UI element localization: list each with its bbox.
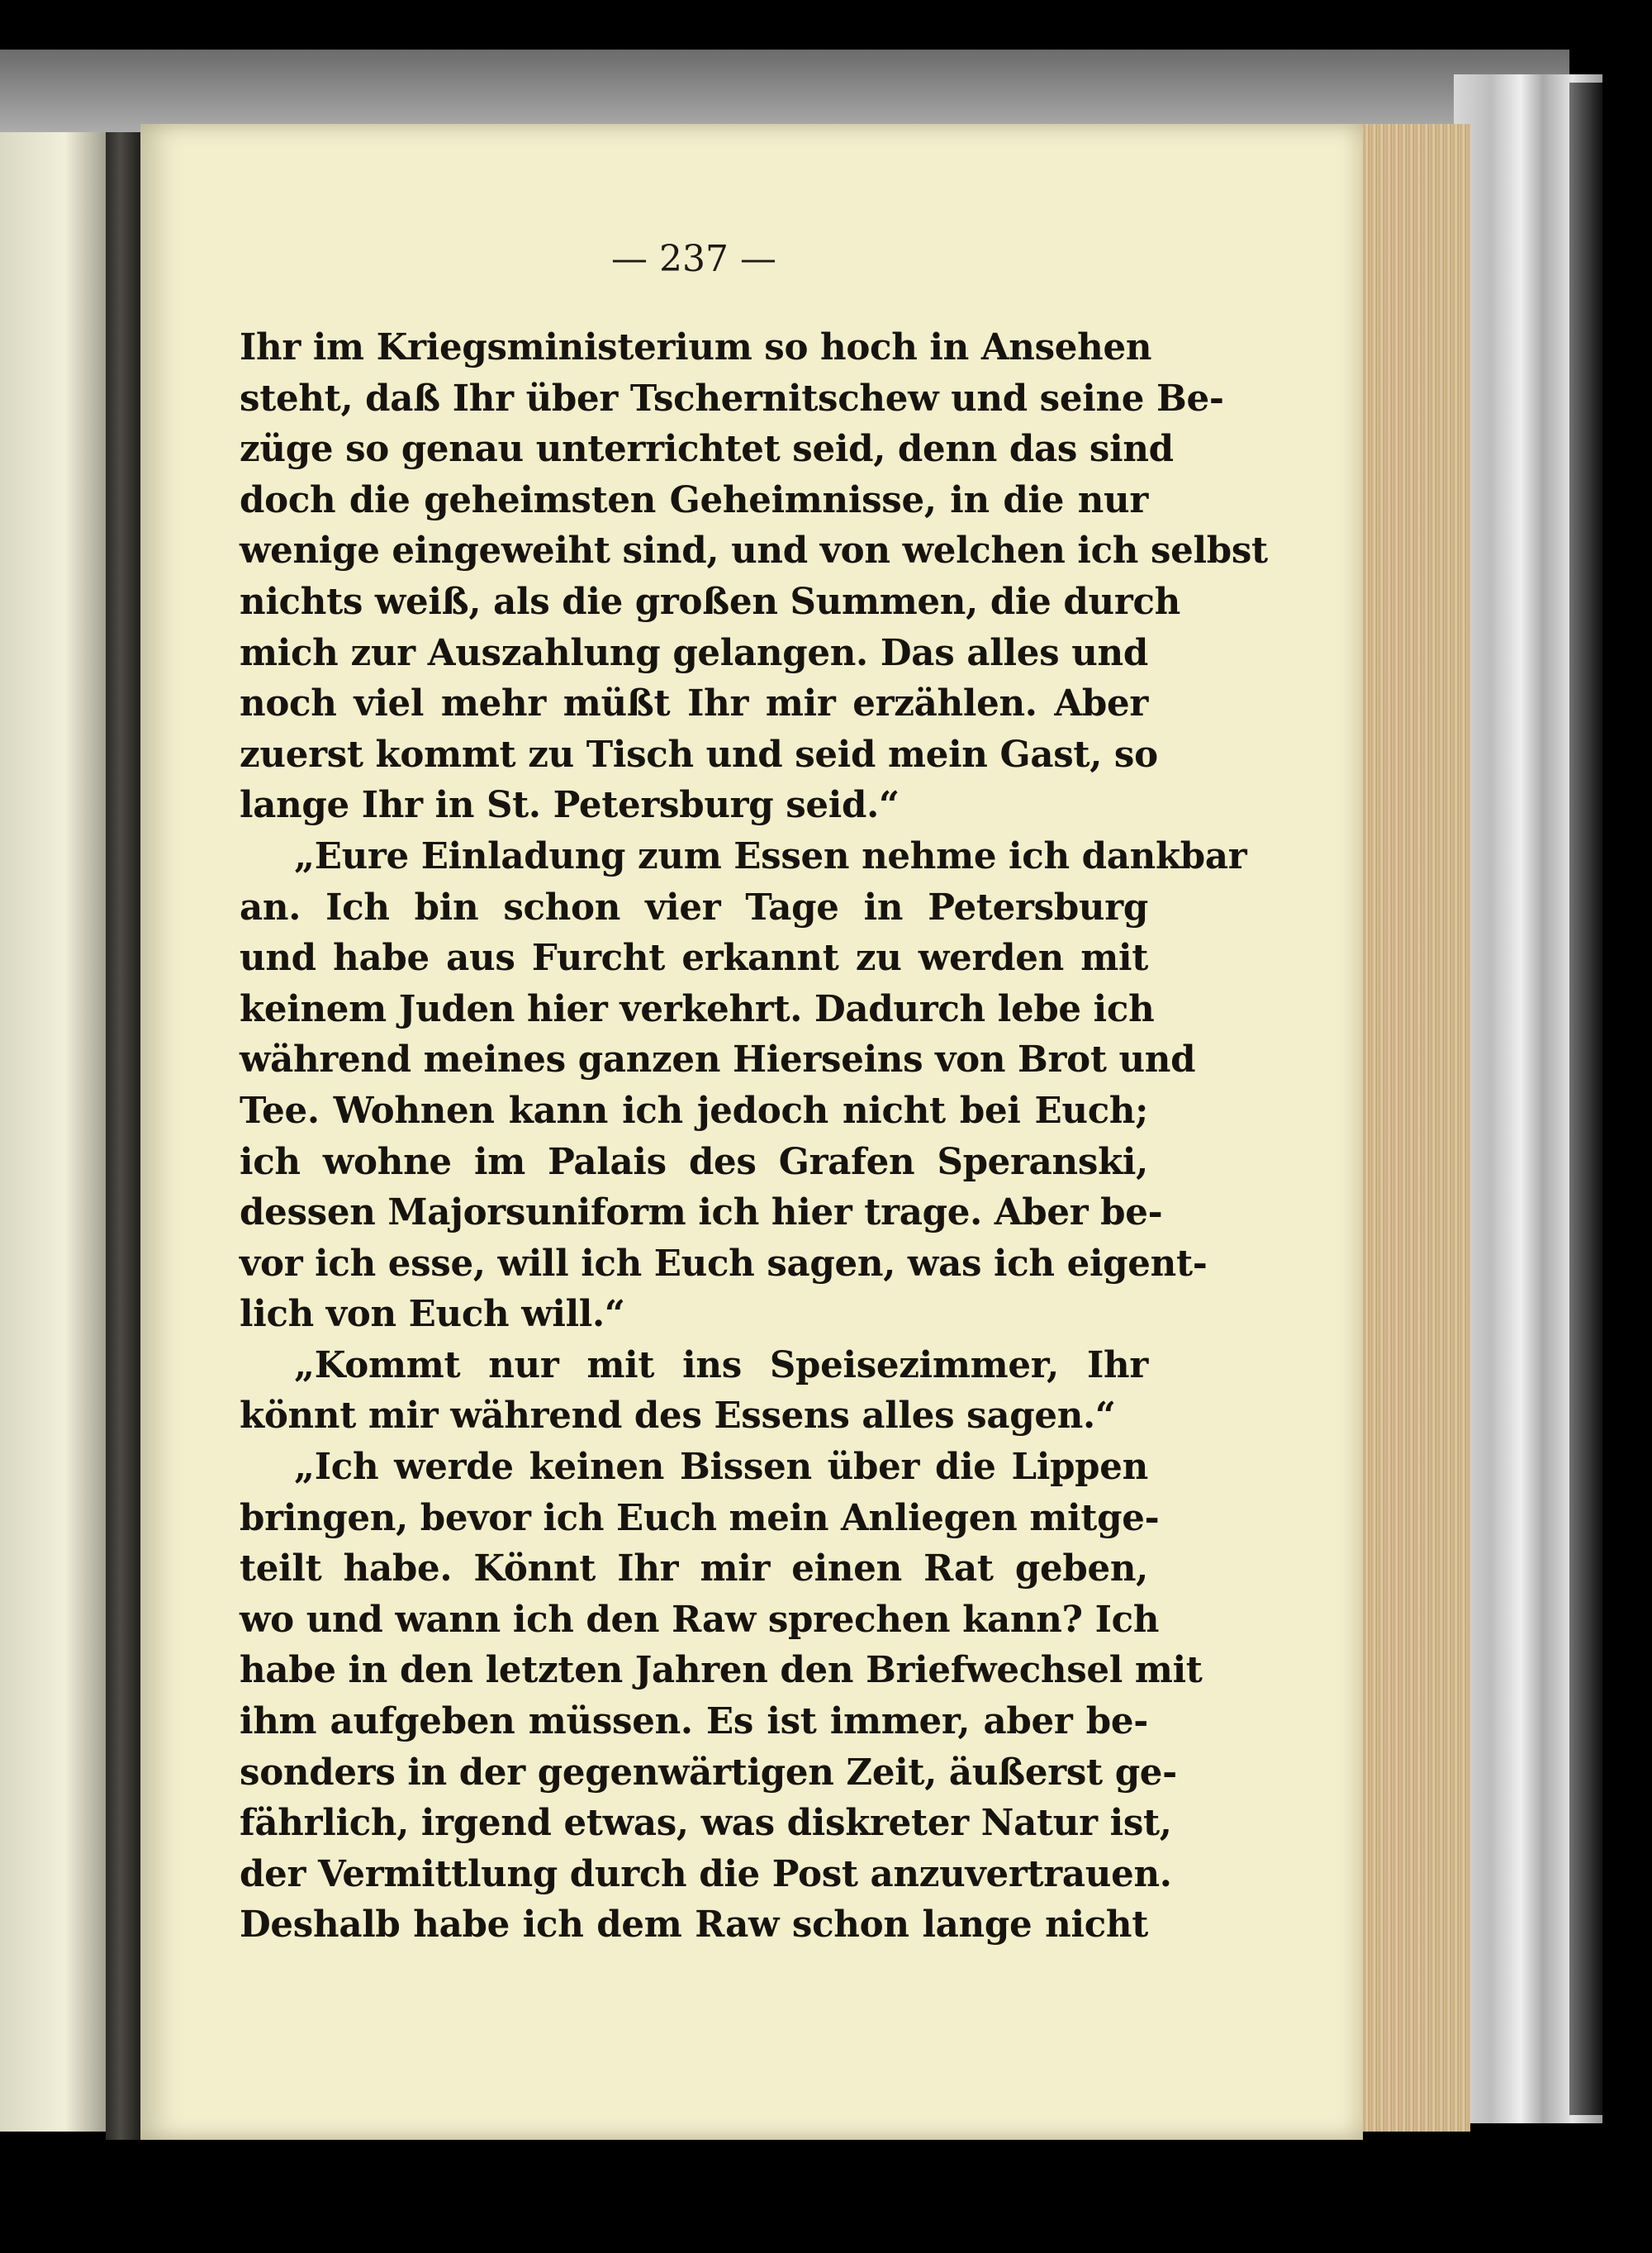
text-line: an. Ich bin schon vier Tage in Petersburg (240, 886, 1148, 929)
text-line: sonders in der gegenwärtigen Zeit, äußerst ge- (240, 1751, 1177, 1794)
page-number: — 237 — (611, 238, 776, 280)
text-line: zuerst kommt zu Tisch und seid mein Gast, so (240, 733, 1158, 776)
text-line: dessen Majorsuniform ich hier trage. Aber be- (240, 1191, 1163, 1234)
text-line: steht, daß Ihr über Tschernitschew und seine Be- (240, 377, 1224, 420)
text-line: habe in den letzten Jahren den Briefwechsel mit (240, 1649, 1203, 1692)
text-line: ihm aufgeben müssen. Es ist immer, aber be- (240, 1700, 1148, 1743)
text-line: nichts weiß, als die großen Summen, die durch (240, 580, 1180, 623)
book-gutter (106, 132, 142, 2140)
body-text (240, 322, 1268, 1951)
text-line: könnt mir während des Essens alles sagen.“ (240, 1395, 1116, 1438)
text-line: wenige eingeweiht sind, und von welchen ich selbst (240, 530, 1268, 573)
text-line: Tee. Wohnen kann ich jedoch nicht bei Euch; (240, 1089, 1148, 1132)
text-line: wo und wann ich den Raw sprechen kann? Ich (240, 1598, 1160, 1641)
text-line: Ihr im Kriegsministerium so hoch in Ansehen (240, 326, 1152, 368)
text-line: keinem Juden hier verkehrt. Dadurch lebe ich (240, 987, 1155, 1030)
page-block-edge (1355, 124, 1470, 2132)
text-line: Deshalb habe ich dem Raw schon lange nicht (240, 1904, 1148, 1946)
text-line: während meines ganzen Hierseins von Brot und (240, 1039, 1196, 1081)
text-line: „Ich werde keinen Bissen über die Lippen (294, 1446, 1148, 1489)
text-line: vor ich esse, will ich Euch sagen, was ich eigent- (240, 1242, 1208, 1285)
text-line: doch die geheimsten Geheimnisse, in die nur (240, 478, 1148, 521)
text-line: lange Ihr in St. Petersburg seid.“ (240, 784, 900, 827)
text-line: mich zur Auszahlung gelangen. Das alles und (240, 631, 1148, 674)
text-line: fährlich, irgend etwas, was diskreter Natur ist, (240, 1802, 1172, 1845)
text-line: bringen, bevor ich Euch mein Anliegen mitge- (240, 1496, 1160, 1539)
text-line: „Kommt nur mit ins Speisezimmer, Ihr (294, 1343, 1148, 1386)
text-line: „Eure Einladung zum Essen nehme ich dankbar (294, 834, 1247, 877)
text-line: ich wohne im Palais des Grafen Speranski, (240, 1140, 1148, 1183)
text-line: und habe aus Furcht erkannt zu werden mit (240, 937, 1148, 980)
text-line: noch viel mehr müßt Ihr mir erzählen. Aber (240, 682, 1148, 725)
text-line: teilt habe. Könnt Ihr mir einen Rat geben, (240, 1547, 1148, 1590)
book-page (140, 124, 1363, 2140)
text-line: lich von Euch will.“ (240, 1293, 625, 1336)
text-line: züge so genau unterrichtet seid, denn das sind (240, 428, 1174, 471)
cover-shadow (1569, 83, 1602, 2115)
text-line: der Vermittlung durch die Post anzuvertrauen. (240, 1852, 1172, 1895)
left-page-edge (0, 132, 107, 2132)
